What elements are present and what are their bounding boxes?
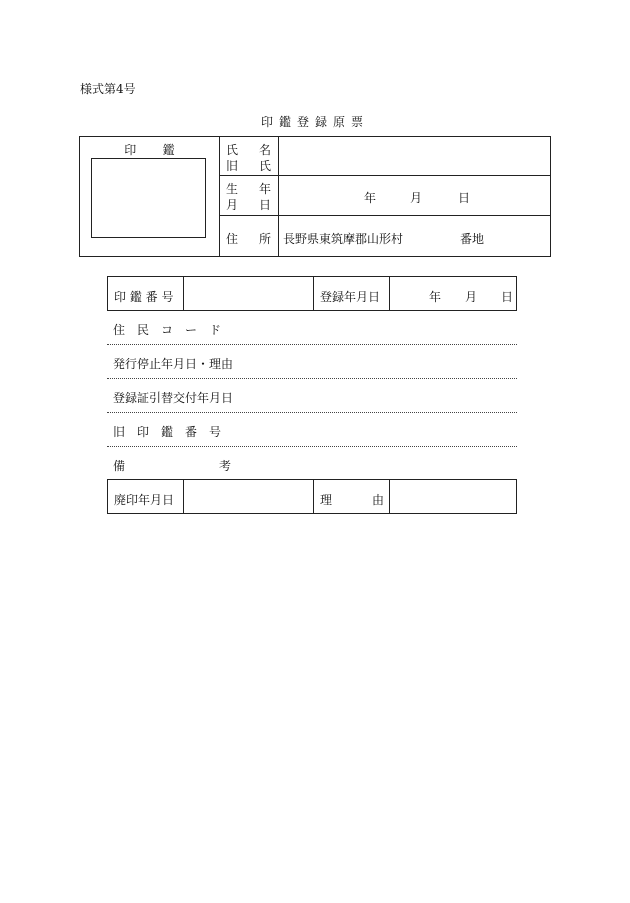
- dotted-line: [107, 344, 517, 345]
- page-title: 印鑑登録原票: [260, 115, 369, 129]
- column-divider: [183, 480, 184, 513]
- dotted-line: [107, 412, 517, 413]
- birth-date-label-2: 月 日: [226, 198, 271, 212]
- month-label: 月: [465, 290, 478, 304]
- abolish-table: [107, 479, 517, 514]
- personal-info-table: [79, 136, 551, 257]
- seal-impression-box[interactable]: [91, 158, 206, 238]
- reason-label-right: 由: [372, 493, 385, 507]
- seal-label: 印鑑: [124, 143, 202, 157]
- seal-number-label: 印 鑑 番 号: [114, 290, 174, 304]
- column-divider: [389, 480, 390, 513]
- form-number: 様式第4号: [80, 82, 136, 96]
- reissue-label: 登録証引替交付年月日: [113, 391, 234, 405]
- year-label: 年: [429, 290, 442, 304]
- month-label: 月: [410, 191, 423, 205]
- row-divider: [219, 215, 550, 216]
- resident-code-label: 住 民 コ ー ド: [113, 323, 222, 337]
- column-divider: [313, 480, 314, 513]
- column-divider: [389, 277, 390, 310]
- dotted-line: [107, 446, 517, 447]
- reason-label-left: 理: [320, 493, 333, 507]
- old-seal-number-label: 旧 印 鑑 番 号: [113, 425, 222, 439]
- day-label: 日: [501, 290, 514, 304]
- address-suffix: 番地: [460, 232, 485, 246]
- abolish-date-label: 廃印年月日: [114, 493, 175, 507]
- address-value: 長野県東筑摩郡山形村: [283, 232, 404, 246]
- day-label: 日: [458, 191, 471, 205]
- name-label: 氏 名: [226, 143, 271, 157]
- former-surname-label: 旧 氏: [226, 159, 271, 173]
- remarks-label-right: 考: [219, 459, 232, 473]
- birth-date-field[interactable]: [278, 175, 550, 215]
- remarks-label-left: 備: [113, 459, 126, 473]
- year-label: 年: [364, 191, 377, 205]
- birth-date-label: 生 年: [226, 182, 271, 196]
- address-label: 住 所: [226, 232, 271, 246]
- suspension-label: 発行停止年月日・理由: [113, 357, 234, 371]
- dotted-line: [107, 378, 517, 379]
- column-divider: [183, 277, 184, 310]
- registered-date-label: 登録年月日: [320, 290, 381, 304]
- registration-table: [107, 276, 517, 311]
- column-divider: [313, 277, 314, 310]
